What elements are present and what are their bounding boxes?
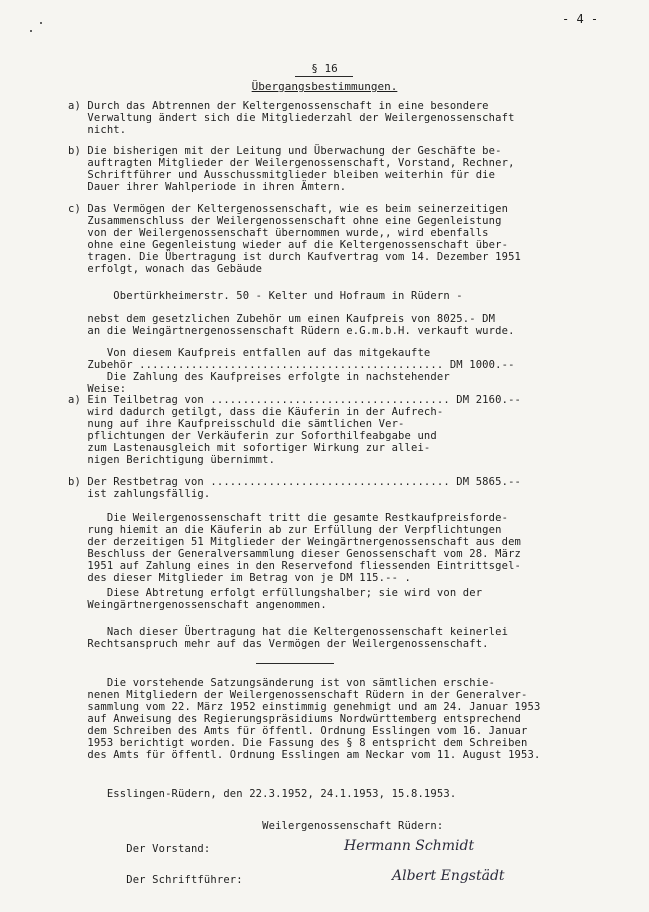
text-line: Verwaltung ändert sich die Mitgliederzahl der Weilergenossenschaft [68,112,515,124]
text-line: tragen. Die Übertragung ist durch Kaufvertrag vom 14. Dezember 1951 [68,251,522,263]
section-underline [295,76,353,77]
scan-speck [30,30,32,32]
signature-schriftfuehrer: Albert Engstädt [392,868,505,884]
text-line: a) Ein Teilbetrag von ..................................... DM 2160.-- [68,394,522,406]
text-line: auf Anweisung des Regierungspräsidiums Nordwürttemberg entsprechend [68,713,522,725]
text-line: 1951 auf Zahlung eines in den Reservefond fliessenden Eintrittsgel- [68,560,522,572]
text-line: erfolgt, wonach das Gebäude [68,263,263,275]
text-line: auftragten Mitglieder der Weilergenossenschaft, Vorstand, Rechner, [68,157,515,169]
text-line: Die Zahlung des Kaufpreises erfolgte in nachstehender [68,371,450,383]
text-line: Schriftführer und Ausschussmitglieder bleiben weiterhin für die [68,169,496,181]
text-line: Weilergenossenschaft Rüdern: [68,820,444,832]
text-line: Weingärtnergenossenschaft angenommen. [68,599,327,611]
text-line: Der Vorstand: [68,843,211,855]
text-line: ist zahlungsfällig. [68,488,211,500]
text-line: Zusammenschluss der Weilergenossenschaft ohne eine Gegenleistung [68,215,502,227]
page-number: - 4 - [562,12,599,26]
text-line: Die vorstehende Satzungsänderung ist von sämtlichen erschie- [68,677,496,689]
text-line: nung auf ihre Kaufpreisschuld die sämtlichen Ver- [68,418,405,430]
text-line: Diese Abtretung erfolgt erfüllungshalber; sie wird von der [68,587,483,599]
scan-speck [40,22,42,24]
text-line: des Amts für öffentl. Ordnung Esslingen am Neckar vom 11. August 1953. [68,749,541,761]
text-line: nicht. [68,124,127,136]
text-line: Zubehör ............................................... DM 1000.-- [68,359,515,371]
text-line: Die Weilergenossenschaft tritt die gesamte Restkaufpreisforde- [68,512,509,524]
text-line: a) Durch das Abtrennen der Keltergenossenschaft in eine besondere [68,100,489,112]
signature-vorstand: Hermann Schmidt [344,838,475,854]
text-line: rung hiemit an die Käuferin ab zur Erfüllung der Verpflichtungen [68,524,502,536]
text-line: von der Weilergenossenschaft übernommen wurde,, wird ebenfalls [68,227,489,239]
text-line: nebst dem gesetzlichen Zubehör um einen Kaufpreis von 8025.- DM [68,313,496,325]
text-line: Weise: [68,383,127,395]
text-line: Obertürkheimerstr. 50 - Kelter und Hofraum in Rüdern - [68,290,463,302]
section-number: § 16 [311,62,338,75]
text-line: der derzeitigen 51 Mitglieder der Weingärtnergenossenschaft aus dem [68,536,522,548]
text-line: b) Die bisherigen mit der Leitung und Überwachung der Geschäfte be- [68,145,502,157]
text-line: c) Das Vermögen der Keltergenossenschaft, wie es beim seinerzeitigen [68,203,509,215]
section-title: Übergangsbestimmungen. [251,80,398,93]
text-line: ohne eine Gegenleistung wieder auf die Keltergenossenschaft über- [68,239,509,251]
text-line: 1953 berichtigt worden. Die Fassung des § 8 entspricht dem Schreiben [68,737,528,749]
text-line: sammlung vom 22. März 1952 einstimmig genehmigt und am 24. Januar 1953 [68,701,541,713]
text-line: nenen Mitgliedern der Weilergenossenschaft Rüdern in der Generalver- [68,689,528,701]
text-line: des dieser Mitglieder im Betrag von je DM 115.-- . [68,572,411,584]
text-line: an die Weingärtnergenossenschaft Rüdern e.G.m.b.H. verkauft wurde. [68,325,515,337]
text-line: Der Schriftführer: [68,874,243,886]
text-line: Esslingen-Rüdern, den 22.3.1952, 24.1.1953, 15.8.1953. [68,788,457,800]
text-line: pflichtungen der Verkäuferin zur Soforthilfeabgabe und [68,430,437,442]
text-line: Dauer ihrer Wahlperiode in ihren Ämtern. [68,181,347,193]
text-line: Von diesem Kaufpreis entfallen auf das mitgekaufte [68,347,431,359]
separator-rule [256,663,334,664]
text-line: Beschluss der Generalversammlung dieser Genossenschaft vom 28. März [68,548,522,560]
text-line: zum Lastenausgleich mit sofortiger Wirkung zur allei- [68,442,431,454]
text-line: b) Der Restbetrag von ..................................... DM 5865.-- [68,476,522,488]
text-line: dem Schreiben des Amts für öffentl. Ordnung Esslingen vom 16. Januar [68,725,528,737]
text-line: wird dadurch getilgt, dass die Käuferin in der Aufrech- [68,406,444,418]
text-line: Nach dieser Übertragung hat die Keltergenossenschaft keinerlei [68,626,509,638]
text-line: nigen Berichtigung übernimmt. [68,454,276,466]
text-line: Rechtsanspruch mehr auf das Vermögen der Weilergenossenschaft. [68,638,489,650]
